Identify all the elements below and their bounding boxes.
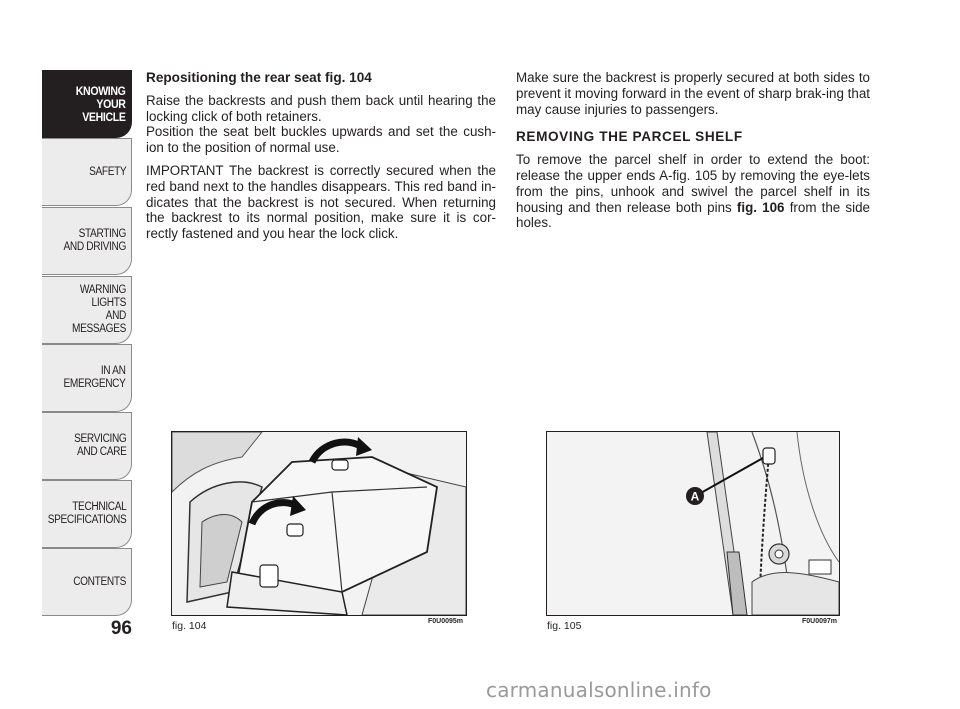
tab-label: WARNING LIGHTS AND MESSAGES <box>72 284 126 335</box>
tab-safety[interactable] <box>42 138 132 206</box>
right-column <box>516 70 870 238</box>
paragraph: Raise the backrests and push them back until hearing the locking click of both retainers. <box>146 92 496 124</box>
paragraph <box>516 152 870 231</box>
tab-label: TECHNICAL SPECIFICATIONS <box>47 501 126 526</box>
figure-caption: fig. 105 <box>547 620 582 632</box>
tab-warning-lights[interactable] <box>42 276 132 344</box>
tab-label: CONTENTS <box>73 575 126 588</box>
tab-in-an-emergency[interactable] <box>42 344 132 412</box>
tab-label: SAFETY <box>88 165 126 178</box>
rear-seat-illustration <box>172 432 466 615</box>
figure-code: F0U0097m <box>802 618 838 625</box>
paragraph-text: To remove the parcel shelf in order to extend the boot: release the upper ends A-fig. 105 by removing the eye-lets from the pins, unhook and swivel the parcel shelf in its housing and then release both pins <box>516 152 870 215</box>
tab-label: IN AN EMERGENCY <box>63 365 126 390</box>
figure-105-image <box>546 431 840 616</box>
paragraph: IMPORTANT The backrest is correctly secured when the red band next to the handles disappears. This red band in-dicates that the backrest is not secured. When returning the backrest to its normal position, make sure it is cor-rectly fastened and you hear the lock click. <box>146 162 496 242</box>
figure-reference: fig. 106 <box>736 199 785 215</box>
callout-a-label: A <box>690 489 700 504</box>
tab-knowing-your-vehicle[interactable] <box>42 70 132 138</box>
paragraph-text: from the side holes. <box>516 199 870 231</box>
left-column <box>146 70 496 249</box>
figure-104-image <box>171 431 467 616</box>
figure-caption: fig. 104 <box>172 620 207 632</box>
page-number: 96 <box>110 618 132 639</box>
tab-servicing-and-care[interactable] <box>42 412 132 480</box>
tab-label: KNOWING YOUR VEHICLE <box>76 83 126 124</box>
parcel-shelf-illustration <box>547 432 839 615</box>
tab-label: STARTING AND DRIVING <box>63 228 126 253</box>
tab-technical-specifications[interactable] <box>42 480 132 548</box>
tab-contents[interactable] <box>42 548 132 616</box>
section-heading: Repositioning the rear seat fig. 104 <box>146 70 372 85</box>
paragraph: Position the seat belt buckles upwards and set the cush-ion to the position of normal use. <box>146 124 496 156</box>
section-heading: REMOVING THE PARCEL SHELF <box>516 129 743 145</box>
paragraph: Make sure the backrest is properly secured at both sides to prevent it moving forward in the event of sharp brak-ing that may cause injuries to passengers. <box>516 70 870 117</box>
figure-code: F0U0095m <box>428 618 464 625</box>
watermark-text: carmanualsonline.info <box>486 678 712 702</box>
tab-label: SERVICING AND CARE <box>73 433 126 458</box>
tab-starting-and-driving[interactable] <box>42 207 132 275</box>
